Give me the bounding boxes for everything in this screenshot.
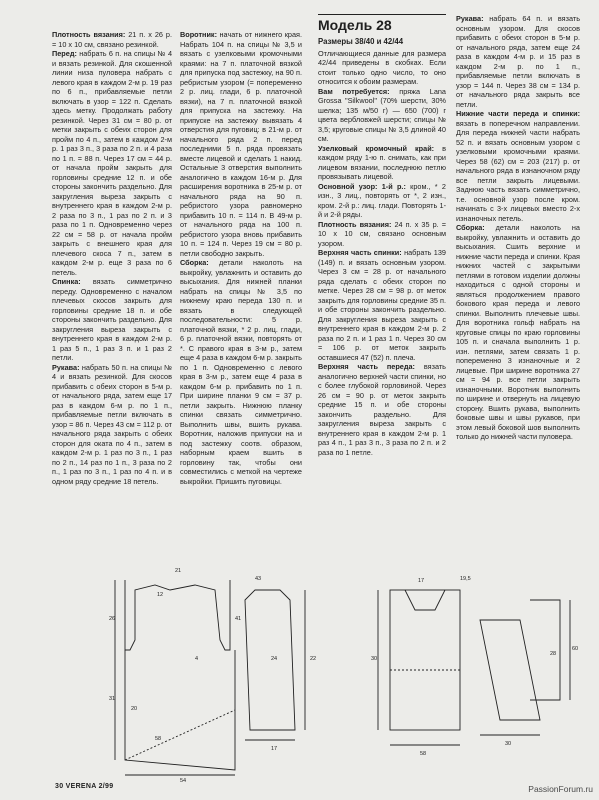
paragraph (52, 49, 172, 277)
paragraph-heading: Воротник: (180, 30, 218, 39)
dimension-label: 43 (255, 576, 262, 582)
column-2 (180, 30, 302, 486)
paragraph (318, 248, 446, 362)
paragraph (52, 277, 172, 363)
paragraph-text: вязать симметрично переду. Одновременно с началом плечевых скосов закрыть для горловины средние 18 п. и обе стороны закончить раздельно. Для закругления выреза закрыть с внутреннего края в каждом 2-м р. 1 раз 5 п., 1 раз 3 п. и 1 раз 2 петли. (52, 277, 172, 362)
paragraph (318, 144, 446, 182)
paragraph-heading: Плотность вязания: (52, 30, 126, 39)
schematic-body (95, 560, 320, 785)
dimension-label: 24 (271, 656, 278, 662)
paragraph-heading: Перед: (52, 49, 77, 58)
column-3-body (318, 49, 446, 458)
dimension-label: 17 (271, 746, 278, 752)
paragraph-heading: Плотность вязания: (318, 219, 392, 229)
paragraph-text: детали наколоть на выкройку, увлажнить и оставить до высыхания. Сшить верхние и нижние части переда и спинки. Края нижних частей с закрытыми петлями в готовом изделии должны находиться с одной стороны и являться продолжением правого бокового края переда и левого спинки. Выполнить плечевые швы. Для воротника гольф набрать на круговые спицы по краю горловины 105 п. и сначала выполнить 1 р. изн. петлями, затем связать 1 р. попеременно 3 изнаночные и 2 лицевые. При ширине воротника 27 см = 94 р. все петли закрыть изнаночными. Воротник выполнить по ширине и отвернуть на лицевую сторону. Вшить рукава, выполнить боковые швы и швы рукавов, при этом левый боковой шов выполнить только до нижней части пуловера. (456, 223, 580, 441)
paragraph-heading: Рукава: (456, 14, 484, 23)
paragraph-heading: Сборка: (456, 223, 485, 232)
paragraph-heading: Узелковый кромочный край: (318, 143, 435, 153)
schematic-parts (370, 560, 590, 780)
paragraph (318, 362, 446, 457)
dimension-label: 41 (235, 616, 242, 622)
paragraph (318, 49, 446, 87)
paragraph (52, 363, 172, 487)
paragraph-text: вязать аналогично верхней части спинки, но с более глубокой горловиной. Через 26 см = 90 р. от меток закрыть средние 15 п. и обе стороны закончить раздельно. Для закругления выреза закрыть с внутреннего края в каждом 2-м р. 1 раз 4 п., 1 раз 3 п., 3 раза по 2 п. и 2 раза по 1 петле. (318, 362, 446, 457)
paragraph (456, 109, 580, 223)
paragraph (456, 14, 580, 109)
paragraph (318, 220, 446, 249)
paragraph-text: набрать 64 п. и вязать основным узором. Для скосов прибавить с обеих сторон в 5-м р. от начального ряда, затем еще 24 раза в каждом 4-м р. и 15 раз в каждом 2-м р. по 1 п., прибавляемые петли включать в узор = 144 п. Через 38 см = 134 р. от начального ряда закрыть все петли. (456, 14, 580, 109)
paragraph-text: в каждом ряду 1-ю п. снимать, как при лицевом вязании, последнюю петлю провязывать лицевой. (318, 143, 447, 181)
paragraph (180, 258, 302, 486)
sizes-heading: Размеры 38/40 и 42/44 (318, 37, 404, 46)
paragraph-heading: Рукава: (52, 362, 80, 372)
paragraph (180, 30, 302, 258)
paragraph-heading: Спинка: (52, 277, 81, 286)
paragraph-text: вязать в поперечном направлении. Для переда нижней части набрать 52 п. и вязать основным узором с узелковыми кромочными краями. Через 58 (62) см = 203 (217) р. от начального ряда в изнаночном ряду все петли закрыть лицевыми. Заднюю часть вязать симметрично, т.е. основной узор после кром. начинать с 3-х лицевых вместо 2-х изнаночных петель. (456, 118, 580, 223)
paragraph-heading: Верхняя часть переда: (318, 362, 415, 371)
paragraph-text: детали наколоть на выкройку, увлажнить и оставить до высыхания. Для нижней планки набрать на спицы № 3,5 по нижнему краю переда 130 п. и вязать в следующей последовательности: 5 р. платочной вязки, * 2 р. лиц. глади, 6 р. платочной вязки, повторять от *. С правого края в 3-м р., затем еще 4 раза в каждом 6-м р. закрыть по 1 п. Одновременно с левого края в 3-м р., затем еще 4 раза в каждом 6-м р. прибавить по 1 п. При ширине планки 9 см = 37 р. петли закрыть. Нижнюю планку спинки связать симметрично. Выполнить швы, вшить рукава. Воротник, наложив припуски на и под застежку соотв. образом, наборным краем вшить в горловину так, чтобы они совместились с меткой на чертеже выкройки. Пришить пуговицы. (180, 258, 302, 486)
dimension-label: 12 (157, 592, 164, 598)
dimension-label: 17 (418, 578, 425, 584)
paragraph-heading: Вам потребуется: (318, 86, 390, 96)
paragraph (318, 87, 446, 144)
column-1 (52, 30, 172, 486)
column-4 (456, 14, 580, 442)
paragraph (318, 182, 446, 220)
watermark: PassionForum.ru (528, 784, 593, 794)
model-title: Модель 28 (318, 14, 446, 33)
paragraph-text: начать от нижнего края. Набрать 104 п. на спицы № 3,5 и вязать с узелковыми кромочными краями: на 7 п. платочной вязкой для припуска под застежку, на 90 п. ребристым узором (= попеременно 2 р. лиц. глади, 6 р. платочной вязки), на 7 п. платочной вязкой для припуска на застежку. На припуске на застежку вывязать 4 отверстия для пуговиц: в 21-м р. от начального ряда 2 п. перед последними 5 п. ряда провязать вместе лицевой и сделать 1 накид. Остальные 3 отверстия выполнить аналогично в каждом 16-м р. Для расширения воротника в 25-м р. от начального ряда на 90 п. ребристого узора равномерно прибавить 10 п. = 114 п. В 49-м р. от начального ряда на 100 п. ребристого узора вновь прибавить 10 п. = 124 п. Через 19 см = 80 р. петли свободно закрыть. (180, 30, 302, 258)
paragraph-text: набрать 139 (149) п. и вязать основным узором. Через 3 см = 28 р. от начального ряда сделать с обеих сторон по метке. Через 28 см = 98 р. от меток закрыть для горловины средние 35 п. и обе стороны закончить раздельно. Для закругления выреза закрыть с внутреннего края в каждом 2-м р. 2 раза по 2 п. и 1 раз 1 п. Через 30 см = 106 р. от меток закрыть оставшиеся 47 (52) п. плеча. (318, 248, 446, 362)
page-footer: 30 VERENA 2/99 (55, 783, 114, 790)
paragraph-heading: Верхняя часть спинки: (318, 248, 402, 257)
dimension-label: 54 (180, 778, 187, 784)
dimension-label: 28 (550, 651, 557, 657)
paragraph-text: набрать 6 п. на спицы № 4 и вязать резинкой. Для скошенной линии низа пуловера набрать с левого края в каждом 2-м р. 19 раз по 6 п., прибавляемые петли включать в узор = 122 п. Сделать здесь метку. Продолжать работу резинкой. Через 31 см = 80 р. от метки закрыть с обеих сторон для пройм по 4 п., затем в каждом 2-м р. 1 раз 3 п., 3 раза по 2 п. и 4 раза по 1 п. = 88 п. Через 17 см = 44 р. от начала пройм закрыть для горловины средние 12 п. и обе стороны закончить раздельно. Для закругления выреза закрыть с внутреннего края в каждом 2-м р. 2 раза по 3 п., 1 раз по 2 п. и 3 раза по 1 п. Одновременно через 22 см = 58 р. от начала пройм закрыть с внешнего края для плечевого скоса 7 п., затем в каждом 2-м р. еще 3 раза по 6 петель. (52, 49, 172, 277)
dimension-label: 30 (371, 656, 378, 662)
dimension-label: 60 (572, 646, 579, 652)
column-3 (318, 14, 446, 457)
dimension-label: 20 (131, 706, 138, 712)
dimension-label: 58 (420, 751, 427, 757)
dimension-label: 19,5 (460, 576, 471, 582)
paragraph-text: 24 п. x 35 р. = 10 x 10 см, связано основным узором. (318, 219, 446, 248)
dimension-label: 4 (195, 656, 199, 662)
paragraph-heading: Нижние части переда и спинки: (456, 109, 580, 118)
paragraph-text: Отличающиеся данные для размера 42/44 приведены в скобках. Если стоит только одно число, то оно относится к обоим размерам. (318, 48, 446, 86)
dimension-label: 58 (155, 736, 162, 742)
paragraph-text: кром., * 2 изн., 3 лиц., повторять от *, 2 изн., кром. 2-й р.: лиц. глади. Повторять 1-й и 2-й ряды. (318, 181, 446, 219)
dimension-label: 30 (505, 741, 512, 747)
paragraph-heading: Сборка: (180, 258, 209, 267)
dimension-label: 22 (310, 656, 317, 662)
paragraph-heading: Основной узор: 1-й р.: (318, 181, 406, 191)
dimension-label: 31 (109, 696, 116, 702)
paragraph (456, 223, 580, 442)
paragraph (52, 30, 172, 49)
dimension-label: 26 (109, 616, 116, 622)
paragraph-text: 21 п. x 26 р. = 10 x 10 см, связано резинкой. (52, 30, 172, 49)
paragraph-text: пряжа Lana Grossa "Silkwool" (70% шерсти, 30% шелка; 135 м/50 г) — 650 (700) г цвета вербловжей шерсти; спицы № 3,5; круговые спицы № 3,5 длиной 40 см. (318, 86, 446, 143)
paragraph-text: набрать 50 п. на спицы № 4 и вязать резинкой. Для скосов прибавить с обеих сторон в 5-м р. от начального ряда, затем еще 17 раз в каждом 6-м р. по 1 п., прибавляемые петли включать в узор = 86 п. Через 43 см = 112 р. от начального ряда закрыть с обеих сторон для оката по 4 п., затем в каждом 2-м р. 1 раз по 3 п., 1 раз по 2 п., 14 раз по 1 п., 3 раза по 2 п., 1 раз по 3 п., 1 раз по 4 п. и в одном ряду средние 18 петель. (52, 362, 172, 486)
dimension-label: 21 (175, 568, 182, 574)
